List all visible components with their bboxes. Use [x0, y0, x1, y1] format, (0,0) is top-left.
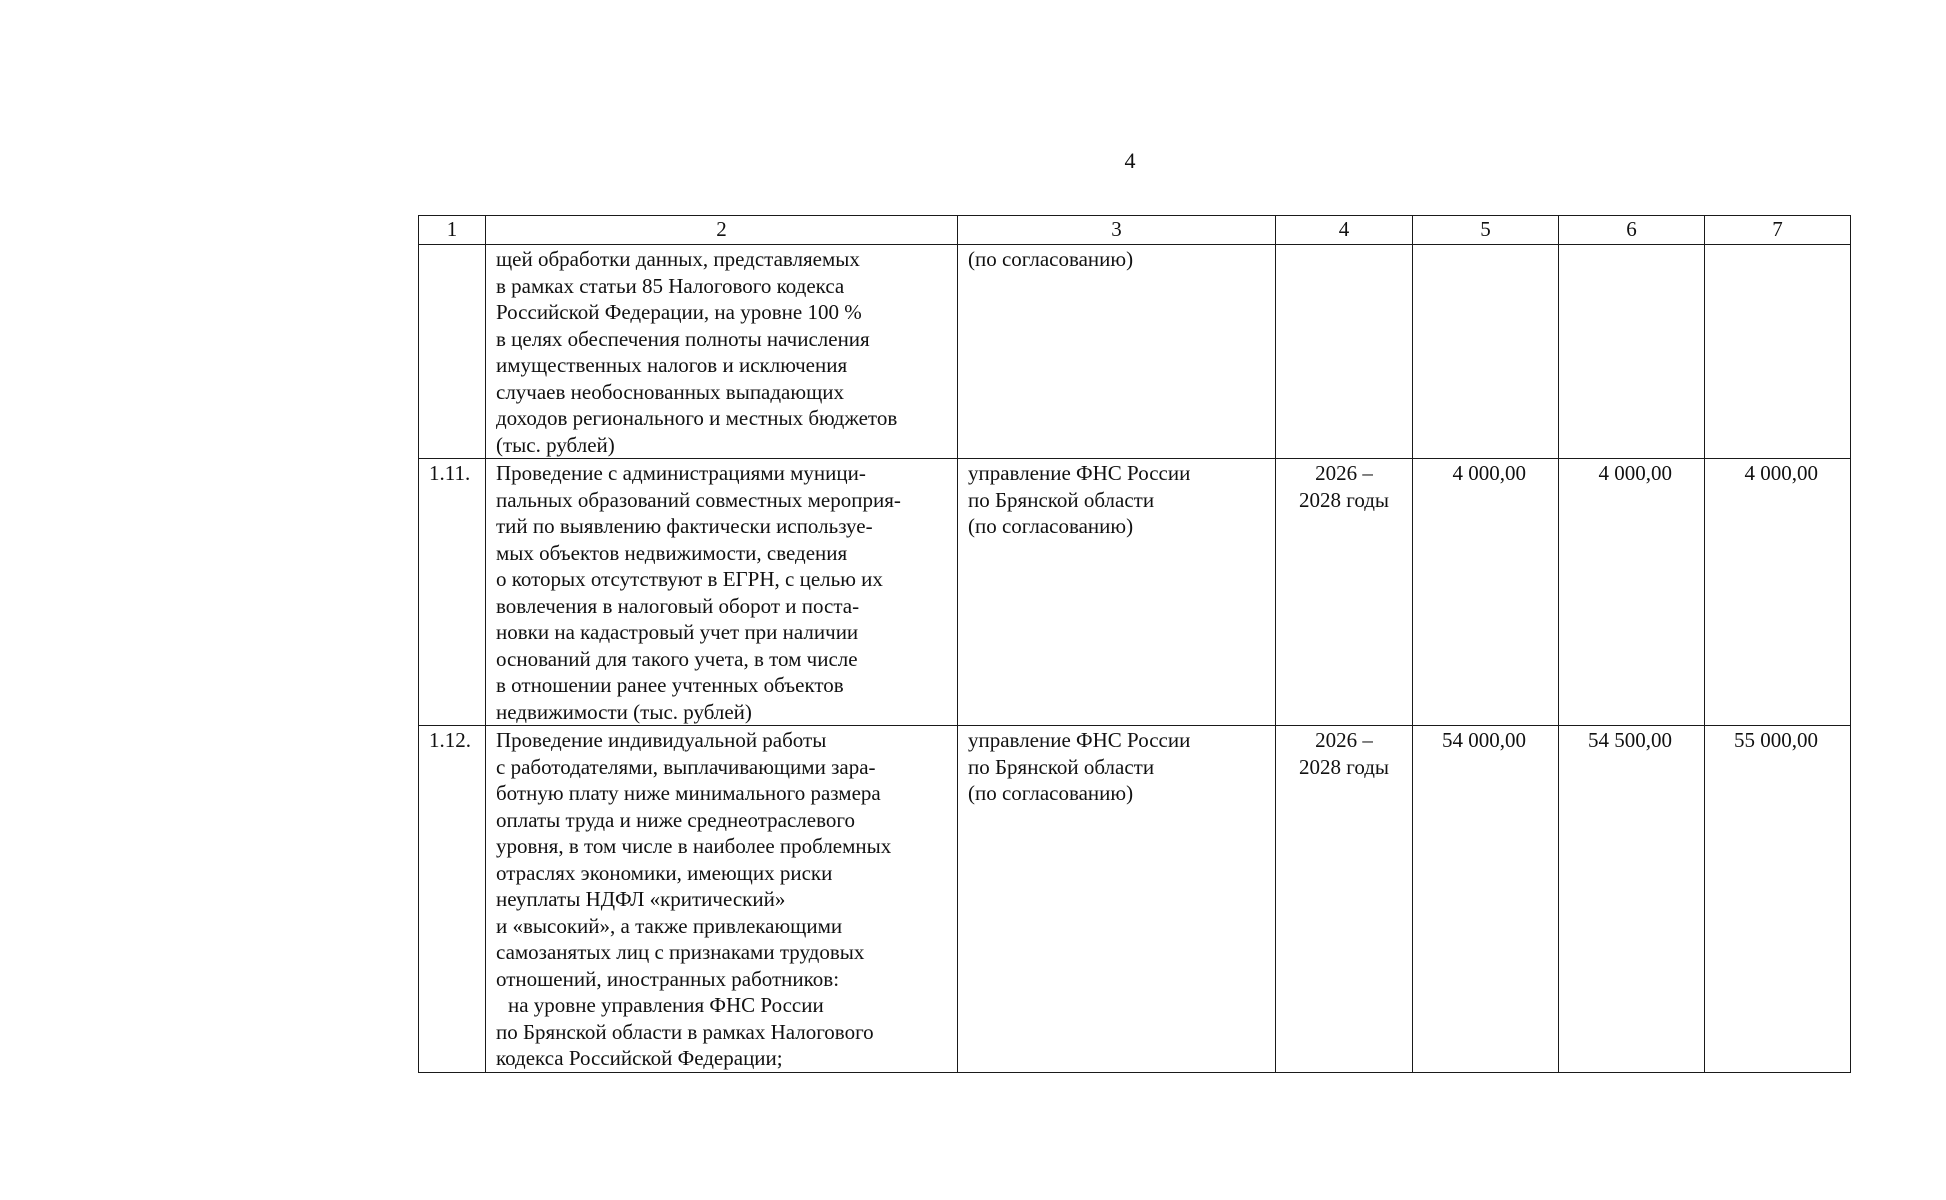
description-line: щей обработки данных, представляемых: [496, 247, 860, 271]
column-header-2: 2: [486, 216, 958, 245]
description-line: отраслях экономики, имеющих риски: [496, 860, 833, 885]
header-row: [419, 216, 1851, 245]
responsible-line: (по согласованию): [968, 247, 1134, 271]
table-row: [419, 459, 1851, 726]
description-cell: [486, 459, 958, 726]
description-line: случаев необоснованных выпадающих: [496, 379, 844, 404]
responsible-line: по Брянской области: [968, 754, 1155, 779]
description-line: тий по выявлению фактически используе-: [496, 514, 873, 538]
column-header-6: 6: [1559, 216, 1705, 245]
description-line: Российской Федерации, на уровне 100 %: [496, 300, 862, 324]
description-line: на уровне управления ФНС России: [508, 993, 824, 1017]
measures-table: [418, 215, 1851, 1073]
description-cell: [486, 245, 958, 459]
period-line: 2028 годы: [1298, 754, 1390, 779]
value-2027-cell: 54 500,00: [1559, 726, 1705, 1073]
period-line: 2026 –: [1315, 461, 1373, 485]
responsible-line: по Брянской области: [968, 487, 1155, 512]
period-cell: [1276, 726, 1413, 1073]
description-line: с работодателями, выплачивающими зара-: [496, 754, 876, 779]
table-row: [419, 245, 1851, 459]
value-2026-cell: [1413, 245, 1559, 459]
description-line: Проведение с администрациями муници-: [496, 461, 866, 485]
page-number: 4: [1124, 148, 1136, 173]
description-line: пальных образований совместных мероприя-: [496, 487, 901, 512]
responsible-cell: [958, 245, 1276, 459]
column-header-5: 5: [1413, 216, 1559, 245]
period-cell: [1276, 245, 1413, 459]
responsible-line: управление ФНС России: [968, 461, 1191, 485]
description-line: уровня, в том числе в наиболее проблемных: [496, 834, 892, 858]
description-line: о которых отсутствуют в ЕГРН, с целью их: [496, 567, 883, 591]
description-line: ботную плату ниже минимального размера: [496, 781, 881, 805]
value-2027-cell: [1559, 245, 1705, 459]
description-line: мых объектов недвижимости, сведения: [496, 540, 848, 565]
responsible-line: управление ФНС России: [968, 728, 1191, 752]
description-line: вовлечения в налоговый оборот и поста-: [496, 593, 860, 618]
description-line: имущественных налогов и исключения: [496, 353, 848, 377]
description-line: (тыс. рублей): [496, 432, 615, 457]
value-2026-cell: 54 000,00: [1413, 726, 1559, 1073]
description-line: неуплаты НДФЛ «критический»: [496, 887, 786, 911]
column-header-4: 4: [1276, 216, 1413, 245]
description-line: в отношении ранее учтенных объектов: [496, 673, 844, 697]
description-line: недвижимости (тыс. рублей): [496, 699, 752, 724]
period-line: 2026 –: [1315, 728, 1373, 752]
column-header-7: 7: [1705, 216, 1851, 245]
table-row: [419, 726, 1851, 1073]
responsible-cell: [958, 459, 1276, 726]
description-line: отношений, иностранных работников:: [496, 966, 840, 991]
period-line: 2028 годы: [1298, 487, 1390, 512]
responsible-line: (по согласованию): [968, 781, 1134, 805]
description-line: по Брянской области в рамках Налогового: [496, 1019, 874, 1044]
description-line: в рамках статьи 85 Налогового кодекса: [496, 273, 845, 298]
item-number-cell: 1.11.: [419, 459, 486, 726]
description-line: самозанятых лиц с признаками трудовых: [496, 940, 865, 964]
description-line: новки на кадастровый учет при наличии: [496, 620, 859, 644]
period-cell: [1276, 459, 1413, 726]
value-2028-cell: 4 000,00: [1705, 459, 1851, 726]
description-line: и «высокий», а также привлекающими: [496, 913, 843, 938]
column-header-3: 3: [958, 216, 1276, 245]
item-number-cell: [419, 245, 486, 459]
description-line: в целях обеспечения полноты начисления: [496, 326, 870, 351]
description-line: доходов регионального и местных бюджетов: [496, 406, 898, 430]
description-line: Проведение индивидуальной работы: [496, 728, 827, 752]
responsible-cell: [958, 726, 1276, 1073]
value-2028-cell: [1705, 245, 1851, 459]
item-number-cell: 1.12.: [419, 726, 486, 1073]
value-2026-cell: 4 000,00: [1413, 459, 1559, 726]
column-header-1: 1: [419, 216, 486, 245]
description-line: кодекса Российской Федерации;: [496, 1046, 783, 1070]
value-2027-cell: 4 000,00: [1559, 459, 1705, 726]
description-line: оснований для такого учета, в том числе: [496, 646, 858, 671]
description-line: оплаты труда и ниже среднеотраслевого: [496, 807, 855, 832]
value-2028-cell: 55 000,00: [1705, 726, 1851, 1073]
description-cell: [486, 726, 958, 1073]
responsible-line: (по согласованию): [968, 514, 1134, 538]
